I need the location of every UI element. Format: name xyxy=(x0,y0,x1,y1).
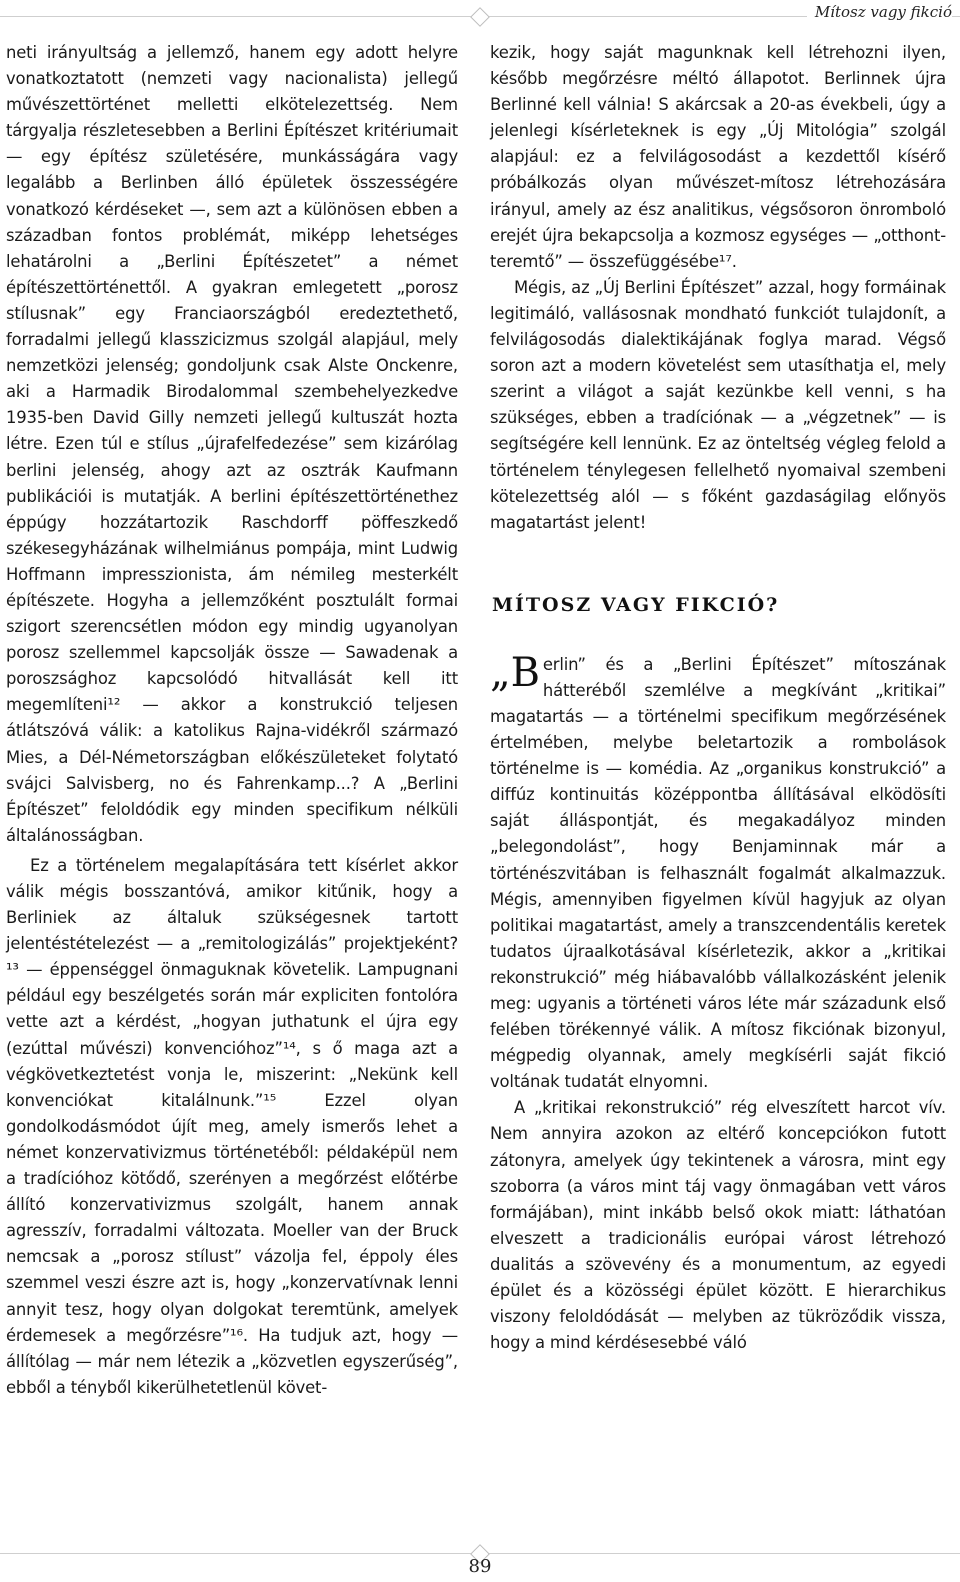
drop-cap: „B xyxy=(490,649,540,696)
header-diamond-ornament xyxy=(470,7,490,27)
body-paragraph: kezik, hogy saját magunknak kell létrehozni ilyen, később megőrzésre méltó állapotot. Berlinnek újra Berlinné kell válnia! S akárcsak a 20-as évekbeli, úgy a jelenlegi kísérleteknek is egy „Új Mitológia” szolgál alapjául: ez a felvilágosodást a kezdettől kísérő próbálkozás olyan művészet-mítosz létrehozására irányul, amely az ész analitikus, végsősoron önromboló erejét újra bekapcsolja a kozmosz egységes — „otthont-teremtő” — összefüggésébe¹⁷. xyxy=(490,43,946,271)
left-text-column xyxy=(6,40,458,1401)
section-heading: MÍTOSZ VAGY FIKCIÓ? xyxy=(492,593,780,616)
right-text-column xyxy=(490,40,946,1356)
running-header-title: Mítosz vagy fikció xyxy=(807,3,952,21)
body-paragraph: Ez a történelem megalapítására tett kísérlet akkor válik mégis bosszantóvá, amikor kitűnik, hogy a Berliniek az általuk szükségesnek tartott jelentéstételezést — a „remitologizálás” projektjeként?¹³ — éppenséggel önmaguknak követelik. Lampugnani például egy beszélgetés során már expliciten fontolóra vette azt a kérdést, „hogyan juthatunk el újra egy (ezúttal művészi) konvencióhoz”¹⁴, s ő maga azt a végkövetkeztetést vonja le, miszerint: „Nekünk kell konvenciókat kitalálnunk.”¹⁵ Ezzel olyan gondolkodásmódot újít meg, amely ismerős lehet a német konzervativizmus történetéből: példaképül nem a tradícióhoz kötődő, szerényen a megőrzést előtérbe állító konzervativizmus szolgált, hanem annak agresszív, forradalmi változata. Moeller van der Bruck nemcsak a „porosz stílust” vázolja fel, éppoly éles szemmel veszi észre azt is, hogy „konzervatívnak lenni annyit tesz, hogy olyan dolgokat teremtünk, amelyek érdemesek a megőrzésre”¹⁶. Ha tudjuk azt, hogy — állítólag — már nem létezik a „közvetlen egyszerűség”, ebből a tényből kikerülhetetlenül követ- xyxy=(6,855,458,1397)
body-paragraph: neti irányultság a jellemző, hanem egy adott helyre vonatkoztatott (nemzeti vagy nacionalista) jellegű művészettörténet melletti elkötelezettség. Nem tárgyalja részletesebben a Berlini Építészet kritériumait — egy építész születésére, munkásságára vagy legalább a Berlinben álló épületek összességére vonatkozó kérdéseket —, sem azt a különösen ebben a században fontos problémát, miképp lehetséges lehatárolni a „Berlini Építészetet” a német építészettörténettől. A gyakran emlegetett „porosz stílusnak” egy Franciaországból eredeztethető, forradalmi jellegű klasszicizmus szolgál alapjául, mely nemzetközi jelenség; gondoljunk csak Alste Onckenre, aki a Harmadik Birodalommal szembehelyezkedve 1935-ben David Gilly nemzeti jellegű kultuszát hozta létre. Ezen túl e stílus „újrafelfedezése” sem kizárólag berlini jelenség, ahogy azt az osztrák Kaufmann publikációi is mutatják. A berlini építészettörténethez éppúgy hozzátartozik Raschdorff pöffeszkedő székesegyházának wilhelmiánus pompája, mint Ludwig Hoffmann impresszionista, ám némileg mesterkélt építészete. Hogyha a jellemzőként posztulált formai szigort szerencsétlen módon egy mindig ugyanolyan porosz szellemmel kapcsolják össze — Sawadenak a poroszsághoz kapcsolódó hitvallását kell itt megemlíteni¹² — akkor a konstrukció teljesen átlátszóvá válik: a katolikus Rajna-vidékről származó Mies, a Dél-Németországban előkészületeket folytató svájci Salvisberg, no és Fahrenkamp...? A „Berlini Építészet” feloldódik egy minden specifikum nélküli általánosságban. xyxy=(6,43,458,845)
body-paragraph-with-dropcap xyxy=(490,649,946,1096)
body-paragraph: A „kritikai rekonstrukció” rég elveszített harcot vív. Nem annyira azokon az eltérő koncepciókon futott zátonyra, amelyek úgy tekintenek a városra, mint egy szoborra (a város mint táj vagy önmagában vett város formájában), mint inkább belső okok miatt: láthatóan elveszett a tradicionális európai várost létrehozó dualitás a szövevény és a monumentum, az egyedi épület és a közösségi épület között. E hierarchikus viszony feloldódását — melyben az tükröződik vissza, hogy a mind kérdésesebbé váló xyxy=(490,1098,946,1353)
page-number: 89 xyxy=(468,1556,492,1577)
body-paragraph: Mégis, az „Új Berlini Építészet” azzal, hogy formáinak legitimáló, vallásosnak mondható funkciót tulajdonít, a felvilágosodás dialektikájának foglya marad. Végső soron azt a modern követelést sem utasíthatja el, mely szerint a világot a saját kezünkbe kell venni, s ha szükséges, ebben a tradíciónak — a „végzetnek” — is segítségére kell lennünk. Ez az önteltség végleg felold a történelem ténylegesen fellelhető nyomaival szembeni kötelezettség alól — s főként gazdaságilag előnyös magatartást jelent! xyxy=(490,277,946,532)
paragraph-text: erlin” és a „Berlini Építészet” mítoszának hátteréből szemlélve a megkívánt „kritikai” magatartás — a történelmi specifikum megőrzésének értelmében, melybe beletartozik a rombolások történelme is — komédia. Az „organikus konstrukció” a diffúz kontinuitás középpontba állításával elködösíti saját álláspontját, és megakadályoz minden „belegondolást”, hogy Benjaminnak már a történészvitában is felhasznált fogalmát alkalmazzuk. Mégis, amennyiben figyelmen kívül hagyjuk az olyan politikai magatartást, amely a transzcendentális keretek tudatos újraalkotásával kísérletezik, akkor a „kritikai rekonstrukció” még hiábavalóbb vállalkozásként jelenik meg: ugyanis a történeti város léte már századunk első felében törékennyé válik. A mítosz fikciónak bizonyul, mégpedig olyannak, amely megkísérli saját fikció voltának tudatát elnyomni. xyxy=(490,654,946,1092)
